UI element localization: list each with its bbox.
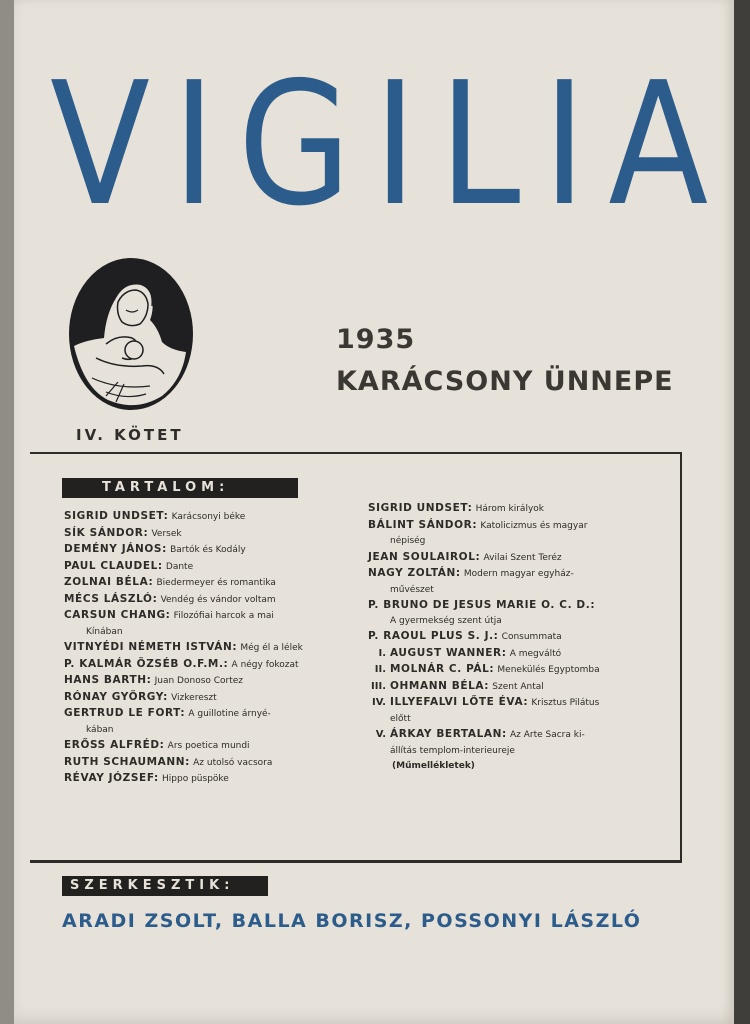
entry-author: P. KALMÁR ÖZSÉB O.F.M.: [64,657,229,670]
contents-entry [368,550,658,567]
entry-author: MÉCS LÁSZLÓ: [64,592,158,605]
contents-entry [368,501,658,518]
contents-entry [64,690,354,707]
entry-author: HANS BARTH: [64,674,152,686]
entry-author: P. RAOUL PLUS S. J.: [368,630,499,642]
entry-title: Juan Donoso Cortez [154,676,244,686]
plate-entry [368,662,658,679]
entry-title: Az utolsó vacsora [193,757,273,768]
contents-entry [368,518,658,550]
entry-author: SÍK SÁNDOR: [64,526,149,539]
contents-entry [64,706,354,738]
entry-author: ZOLNAI BÉLA: [64,576,154,588]
plate-numeral: V. [375,729,386,740]
entry-title-continued: művészet [390,584,434,595]
plate-entry [368,679,658,696]
contents-entry [64,559,354,576]
entry-title: Filozófiai harcok a mai [173,611,274,621]
contents-entry [368,566,658,598]
plate-numeral: IV. [372,697,386,708]
contents-entry [64,640,354,657]
entry-title: A megváltó [509,648,562,659]
entry-author: GERTRUD LE FORT: [64,707,186,719]
entry-title: A négy fokozat [231,659,299,670]
entry-author: MOLNÁR C. PÁL: [390,663,495,675]
entry-title: Menekülés Egyptomba [497,665,600,675]
issue-title: KARÁCSONY ÜNNEPE [336,366,674,397]
entry-author: RUTH SCHAUMANN: [64,755,190,768]
entry-title-continued: előtt [390,713,411,724]
entry-title: Ars poetica mundi [167,741,250,751]
entry-author: OHMANN BÉLA: [390,679,490,692]
entry-author: ERŐSS ALFRÉD: [64,739,165,751]
entry-author: DEMÉNY JÁNOS: [64,543,167,555]
entry-title: Versek [151,528,182,539]
entry-author: AUGUST WANNER: [390,646,507,659]
entry-title: Bartók és Kodály [170,545,246,555]
editors-heading: SZERKESZTIK: [62,876,268,896]
entry-author: RÓNAY GYÖRGY: [64,690,168,703]
plate-entry [368,646,658,663]
editors-names: ARADI ZSOLT, BALLA BORISZ, POSSONYI LÁSZLÓ [62,910,642,932]
entry-title: Vizkereszt [171,692,217,703]
entry-title-continued: népiség [390,536,426,546]
masthead-title: VIGILIA [50,46,731,244]
entry-title: Dante [165,561,194,572]
contents-list-right [368,501,658,775]
entry-author: PAUL CLAUDEL: [64,559,163,572]
entry-title: Modern magyar egyház- [463,569,574,579]
entry-title-continued: állítás templom-interieureje [390,745,515,756]
contents-entry [64,526,354,543]
entry-author: BÁLINT SÁNDOR: [368,518,478,531]
entry-author: RÉVAY JÓZSEF: [64,772,159,784]
plate-entry [368,727,658,759]
contents-entry [368,598,658,629]
contents-entry [64,509,354,526]
entry-author: SIGRID UNDSET: [368,502,473,514]
contents-heading: TARTALOM: [62,478,298,498]
entry-title: Az Arte Sacra ki- [509,730,585,740]
entry-title: Consummata [501,632,562,642]
contents-entry [64,755,354,772]
contents-entry [64,608,354,640]
volume-label: IV. KÖTET [76,426,184,444]
plates-note: (Műmellékletek) [392,761,475,771]
issue-year: 1935 [336,324,416,355]
entry-author: VITNYÉDI NÉMETH ISTVÁN: [64,641,238,653]
entry-author: P. BRUNO DE JESUS MARIE O. C. D.: [368,599,596,611]
contents-entry [64,592,354,609]
entry-author: JEAN SOULAIROL: [368,550,481,563]
entry-title: Három királyok [475,504,544,514]
entry-title-continued: kában [86,724,114,735]
contents-entry [64,738,354,755]
plate-entry [368,695,658,727]
entry-title: Még él a lélek [240,643,303,653]
contents-entry [64,542,354,559]
entry-author: SIGRID UNDSET: [64,510,169,522]
magazine-cover [14,0,734,1024]
entry-title: Krisztus Pilátus [531,698,600,708]
entry-title: A guillotine árnyé- [188,709,271,719]
contents-entry [368,629,658,646]
entry-title-continued: Kínában [86,626,123,637]
entry-title: Vendég és vándor voltam [160,594,276,605]
entry-title-continued: A gyermekség szent útja [390,615,502,626]
entry-author: ÁRKAY BERTALAN: [390,728,507,740]
plate-numeral: III. [371,680,386,692]
contents-entry [64,771,354,788]
contents-list-left [64,509,354,788]
entry-author: CARSUN CHANG: [64,609,171,621]
entry-title: Szent Antal [492,681,544,692]
madonna-and-child-medallion-icon [66,254,196,414]
entry-author: ILLYEFALVI LŐTE ÉVA: [390,696,529,708]
entry-author: NAGY ZOLTÁN: [368,567,461,579]
plate-numeral: II. [374,664,386,675]
contents-entry [64,657,354,674]
contents-entry [64,575,354,592]
entry-title: Katolicizmus és magyar [480,520,588,531]
entry-title: Karácsonyi béke [171,512,246,522]
entry-title: Biedermeyer és romantika [156,578,276,588]
plate-numeral: I. [378,647,386,659]
entry-title: Hippo püspöke [162,774,229,784]
entry-title: Avilai Szent Teréz [483,552,562,563]
contents-entry [64,673,354,690]
